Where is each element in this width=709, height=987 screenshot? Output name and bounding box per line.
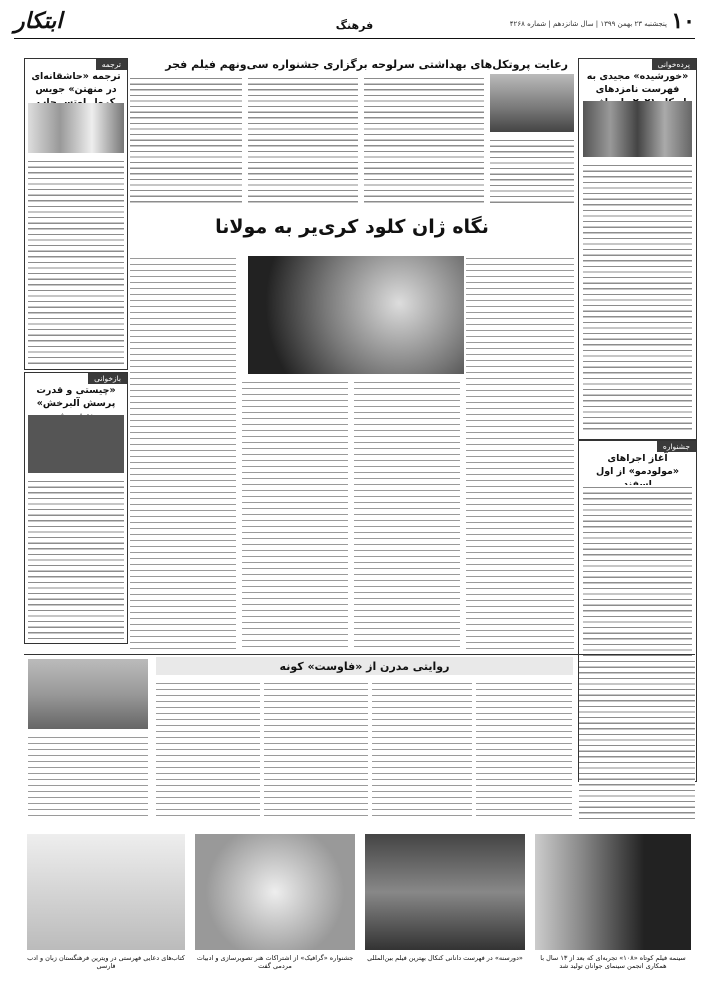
left-column-headline-2: «چیستی و قدرت پرسش آلبرخش» bbox=[36, 385, 116, 409]
main-story-col-1 bbox=[466, 256, 574, 652]
caption-2: «دورسنه» در فهرست دانانی کنکال بهترین فیلم بین‌المللی bbox=[367, 954, 523, 962]
top-story-col-3 bbox=[130, 76, 242, 204]
left-column-body bbox=[28, 159, 124, 365]
right-column-body bbox=[583, 163, 692, 433]
left-column-article bbox=[24, 58, 128, 370]
right-column-article bbox=[578, 58, 697, 440]
author-photo bbox=[28, 103, 124, 153]
top-story-col-4 bbox=[490, 138, 574, 204]
right-column-headline-2: آغاز اجراهای «مولودمو» از اول bbox=[595, 453, 680, 477]
main-story bbox=[130, 206, 574, 652]
photo-book-cover bbox=[195, 834, 355, 950]
left-column-headline: ترجمه «حاشقانه‌ای در منهتن» جویس bbox=[31, 71, 121, 95]
page-number: ۱۰ bbox=[671, 8, 695, 34]
bottom-col-left bbox=[28, 735, 148, 819]
top-story-col-2 bbox=[248, 76, 358, 204]
bottom-col-2 bbox=[264, 681, 368, 819]
main-story-col-3 bbox=[242, 380, 348, 652]
cast-photo bbox=[583, 101, 692, 157]
left-column-article-2 bbox=[24, 372, 128, 644]
caption-1: سینمه فیلم کوتاه «۱۰۸» تجربه‌ای که بعد از ۱۳ سال با همکاری انجمن سینمای جوانان تولید شد bbox=[540, 954, 686, 971]
top-story-col-1 bbox=[364, 76, 484, 204]
minister-photo bbox=[490, 74, 574, 132]
main-story-col-2 bbox=[354, 380, 460, 652]
bottom-col-3 bbox=[372, 681, 472, 819]
bottom-story bbox=[24, 654, 695, 825]
right-column-label-2: جشنواره bbox=[657, 441, 696, 452]
right-column-label: پرده‌خوانی bbox=[652, 59, 696, 70]
caption-4: کتاب‌های دعایی فهرستی در ویترین فرهنگستان زبان و ادب فارسی bbox=[27, 954, 185, 971]
main-story-col-4 bbox=[130, 256, 236, 652]
masthead bbox=[14, 8, 695, 39]
top-story-headline: رعایت پروتکل‌های بهداشتی سرلوحه برگزاری جشنواره سی‌ونهم فیلم فجر bbox=[165, 58, 568, 71]
bottom-right-column bbox=[579, 659, 695, 819]
photo-film-108 bbox=[535, 834, 691, 950]
book-cover-photo bbox=[28, 415, 124, 473]
dateline: پنجشنبه ۲۳ بهمن ۱۳۹۹ | سال شانزدهم | شماره ۴۲۶۸ bbox=[509, 20, 667, 28]
top-story bbox=[130, 58, 574, 204]
newspaper-logo: ابتکار bbox=[14, 8, 63, 34]
caption-3: جشنواره «گرافیک» از اشتراکات هنر تصویرسازی و ادبیات مردمی گفت bbox=[196, 954, 354, 971]
section-title: فرهنگ bbox=[335, 19, 374, 32]
bottom-col-1 bbox=[156, 681, 260, 819]
jean-claude-carriere-photo bbox=[248, 256, 464, 374]
left-column-label-2: بازخوانی bbox=[88, 373, 127, 384]
main-story-headline: نگاه ژان کلود کری‌یر به مولانا bbox=[215, 216, 489, 238]
right-column-headline: «خورشیده» مجیدی به فهرست نامزدهای bbox=[586, 71, 689, 95]
photo-dorsene bbox=[365, 834, 525, 950]
left-column-body-2 bbox=[28, 479, 124, 639]
left-column-label: ترجمه bbox=[96, 59, 127, 70]
bottom-story-headline: روایتی مدرن از «فاوست» کونه bbox=[279, 660, 450, 673]
photo-strip bbox=[24, 830, 695, 980]
faust-illustration bbox=[28, 659, 148, 729]
photo-books bbox=[27, 834, 185, 950]
bottom-col-4 bbox=[476, 681, 572, 819]
